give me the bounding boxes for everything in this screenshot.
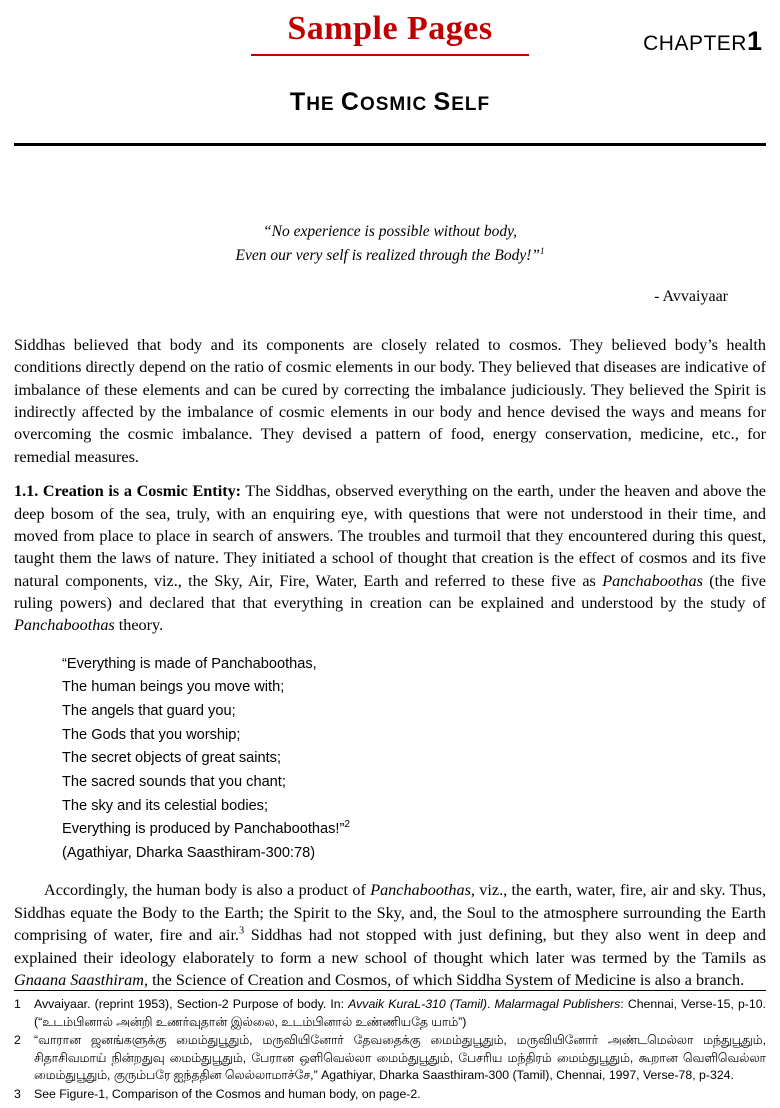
footnote-divider [14, 990, 766, 991]
verse-footnote-marker: 2 [344, 819, 350, 831]
chapter-title [14, 88, 766, 117]
sample-pages-watermark: Sample Pages [287, 10, 493, 47]
paragraph-3-italic-2: Gnaana Saasthiram [14, 970, 144, 989]
paragraph-2-part-1: The Siddhas, observed everything on the earth, under the heaven and above the deep bosom of the sea, truly, with an enquiring eye, with questions that were not understood in their time, and moved from place to place in search of answers. The troubles and turmoil that they encountered during this quest, taught them the laws of nature. They initiated a school of thought that creation is the effect of cosmos and its five natural components, viz., the Sky, Air, Fire, Water, Earth and referred to these five as [14, 482, 766, 590]
chapter-title-he: HE [306, 94, 341, 115]
paragraph-3 [14, 879, 766, 991]
footnote-1-part-3: : Chennai, Verse-15, p-10. (“உடம்பினால் அன்றி உணர்வுதான் இல்லை, உடம்பினால் உண்ணியதே யாம்”) [34, 997, 766, 1029]
epigraph-footnote-marker: 1 [539, 245, 545, 256]
verse-line: “Everything is made of Panchaboothas, [62, 655, 317, 672]
section-heading-1-1: 1.1. Creation is a Cosmic Entity: [14, 482, 242, 501]
paragraph-3-part-3: Siddhas had not stopped with just defining, but they also went in deep and explained their ideology elaborately to form a new school of thought which later was termed by the Tamils as [14, 926, 766, 967]
verse-line-last [62, 818, 766, 842]
verse-line: The angels that guard you; [62, 702, 236, 719]
verse-line-last-text: Everything is produced by Panchaboothas!” [62, 821, 345, 838]
verse-block [62, 653, 766, 866]
paragraph-2 [14, 480, 766, 637]
chapter-number: 1 [746, 26, 762, 56]
footnote-1-part-1: Avvaiyaar. (reprint 1953), Section-2 Purpose of body. In: [34, 997, 349, 1012]
paragraph-3-part-1: Accordingly, the human body is also a product of [44, 881, 371, 900]
watermark-underline [251, 54, 529, 56]
header-divider [14, 143, 766, 146]
verse-line: The sacred sounds that you chant; [62, 773, 286, 790]
page-header [14, 8, 766, 66]
chapter-title-elf: ELF [451, 94, 491, 115]
body-text [14, 334, 766, 991]
footnote-text: See Figure-1, Comparison of the Cosmos and human body, on page-2. [34, 1086, 421, 1101]
footnote-text: “வாரான ஜனங்களுக்கு மைம்துபூதும், மருவியினோர் தேவதைக்கு மைம்துபூதும், மருவியினோர் அண்டமெல்லா மந்துபூதும், சிதாசிவமாய் நின்றதுவு மைம்துபூதும், பேரான ஒளிவெல்லா மைம்துபூதும், பேசரிய மந்திரம் மைம்துபூதும், கூறான வெளிவெல்லா மைம்துபூதும், குரும்பரே ஐந்ததின லெல்லாமாச்சே,” Agathiyar, Dharka Saasthiram-300 (Tamil), Chennai, 1997, Verse-78, p-324. [34, 1033, 766, 1083]
footnote-number: 2 [14, 1033, 21, 1048]
chapter-title-s: S [433, 88, 452, 116]
verse-line: The Gods that you worship; [62, 726, 241, 743]
footnote-item [14, 1086, 766, 1103]
epigraph-line-1: “No experience is possible without body, [262, 223, 517, 240]
paragraph-2-italic-1: Panchaboothas [602, 571, 703, 590]
paragraph-3-italic-1: Panchaboothas, [370, 881, 475, 900]
chapter-title-osmic: OSMIC [359, 94, 434, 115]
footnote-item [14, 1032, 766, 1084]
paragraph-1: Siddhas believed that body and its components are closely related to cosmos. They believed body’s health conditions directly depend on the ratio of cosmic elements in our body. They believed that diseases are indicative of imbalance of these elements and can be cured by correcting the imbalance judiciously. They believed the Spirit is indirectly affected by the imbalance of cosmic elements in our body and hence devised the ways and means for overcoming the cosmic imbalance. They devised a pattern of food, energy conservation, medicine, etc., for remedial measures. [14, 336, 766, 466]
footnotes-section [14, 990, 766, 1104]
paragraph-3-part-2: viz., the earth, water, fire, air and sky. Thus, Siddhas equate the Body to the Earth; the Spirit to the Sky, and, the Soul to the atmosphere surrounding the Earth comprising of water, fire and air. [14, 881, 766, 945]
chapter-label [643, 26, 762, 57]
paragraph-2-italic-2: Panchaboothas [14, 616, 115, 635]
footnote-item [14, 996, 766, 1031]
footnote-text [34, 996, 766, 1031]
epigraph-line-2-text: Even our very self is realized through the Body!” [235, 247, 540, 265]
paragraph-3-footnote-marker: 3 [239, 925, 245, 937]
epigraph-attribution: - Avvaiyaar [654, 288, 728, 306]
epigraph [14, 220, 766, 268]
footnote-1-italic-1: Avvaik KuraL-310 (Tamil) [348, 997, 487, 1012]
footnote-number: 3 [14, 1086, 21, 1101]
paragraph-2-part-2: (the five ruling powers) and declared that that everything in creation can be explained and understood by the study of [14, 571, 766, 612]
verse-source: (Agathiyar, Dharka Saasthiram-300:78) [62, 844, 316, 861]
verse-line: The secret objects of great saints; [62, 750, 282, 767]
paragraph-3-part-4: , the Science of Creation and Cosmos, of which Siddha System of Medicine is also a branch. [143, 970, 745, 989]
chapter-word: CHAPTER [643, 32, 747, 55]
footnote-1-italic-2: Malarmagal Publishers [494, 997, 621, 1012]
footnote-number: 1 [14, 997, 21, 1012]
epigraph-line-2 [14, 244, 766, 268]
verse-line: The human beings you move with; [62, 679, 285, 696]
chapter-title-t: T [289, 88, 307, 116]
paragraph-2-part-3: theory. [114, 616, 164, 635]
footnote-1-part-2: . [486, 997, 495, 1012]
chapter-title-c: C [340, 88, 360, 116]
verse-line: The sky and its celestial bodies; [62, 797, 269, 814]
